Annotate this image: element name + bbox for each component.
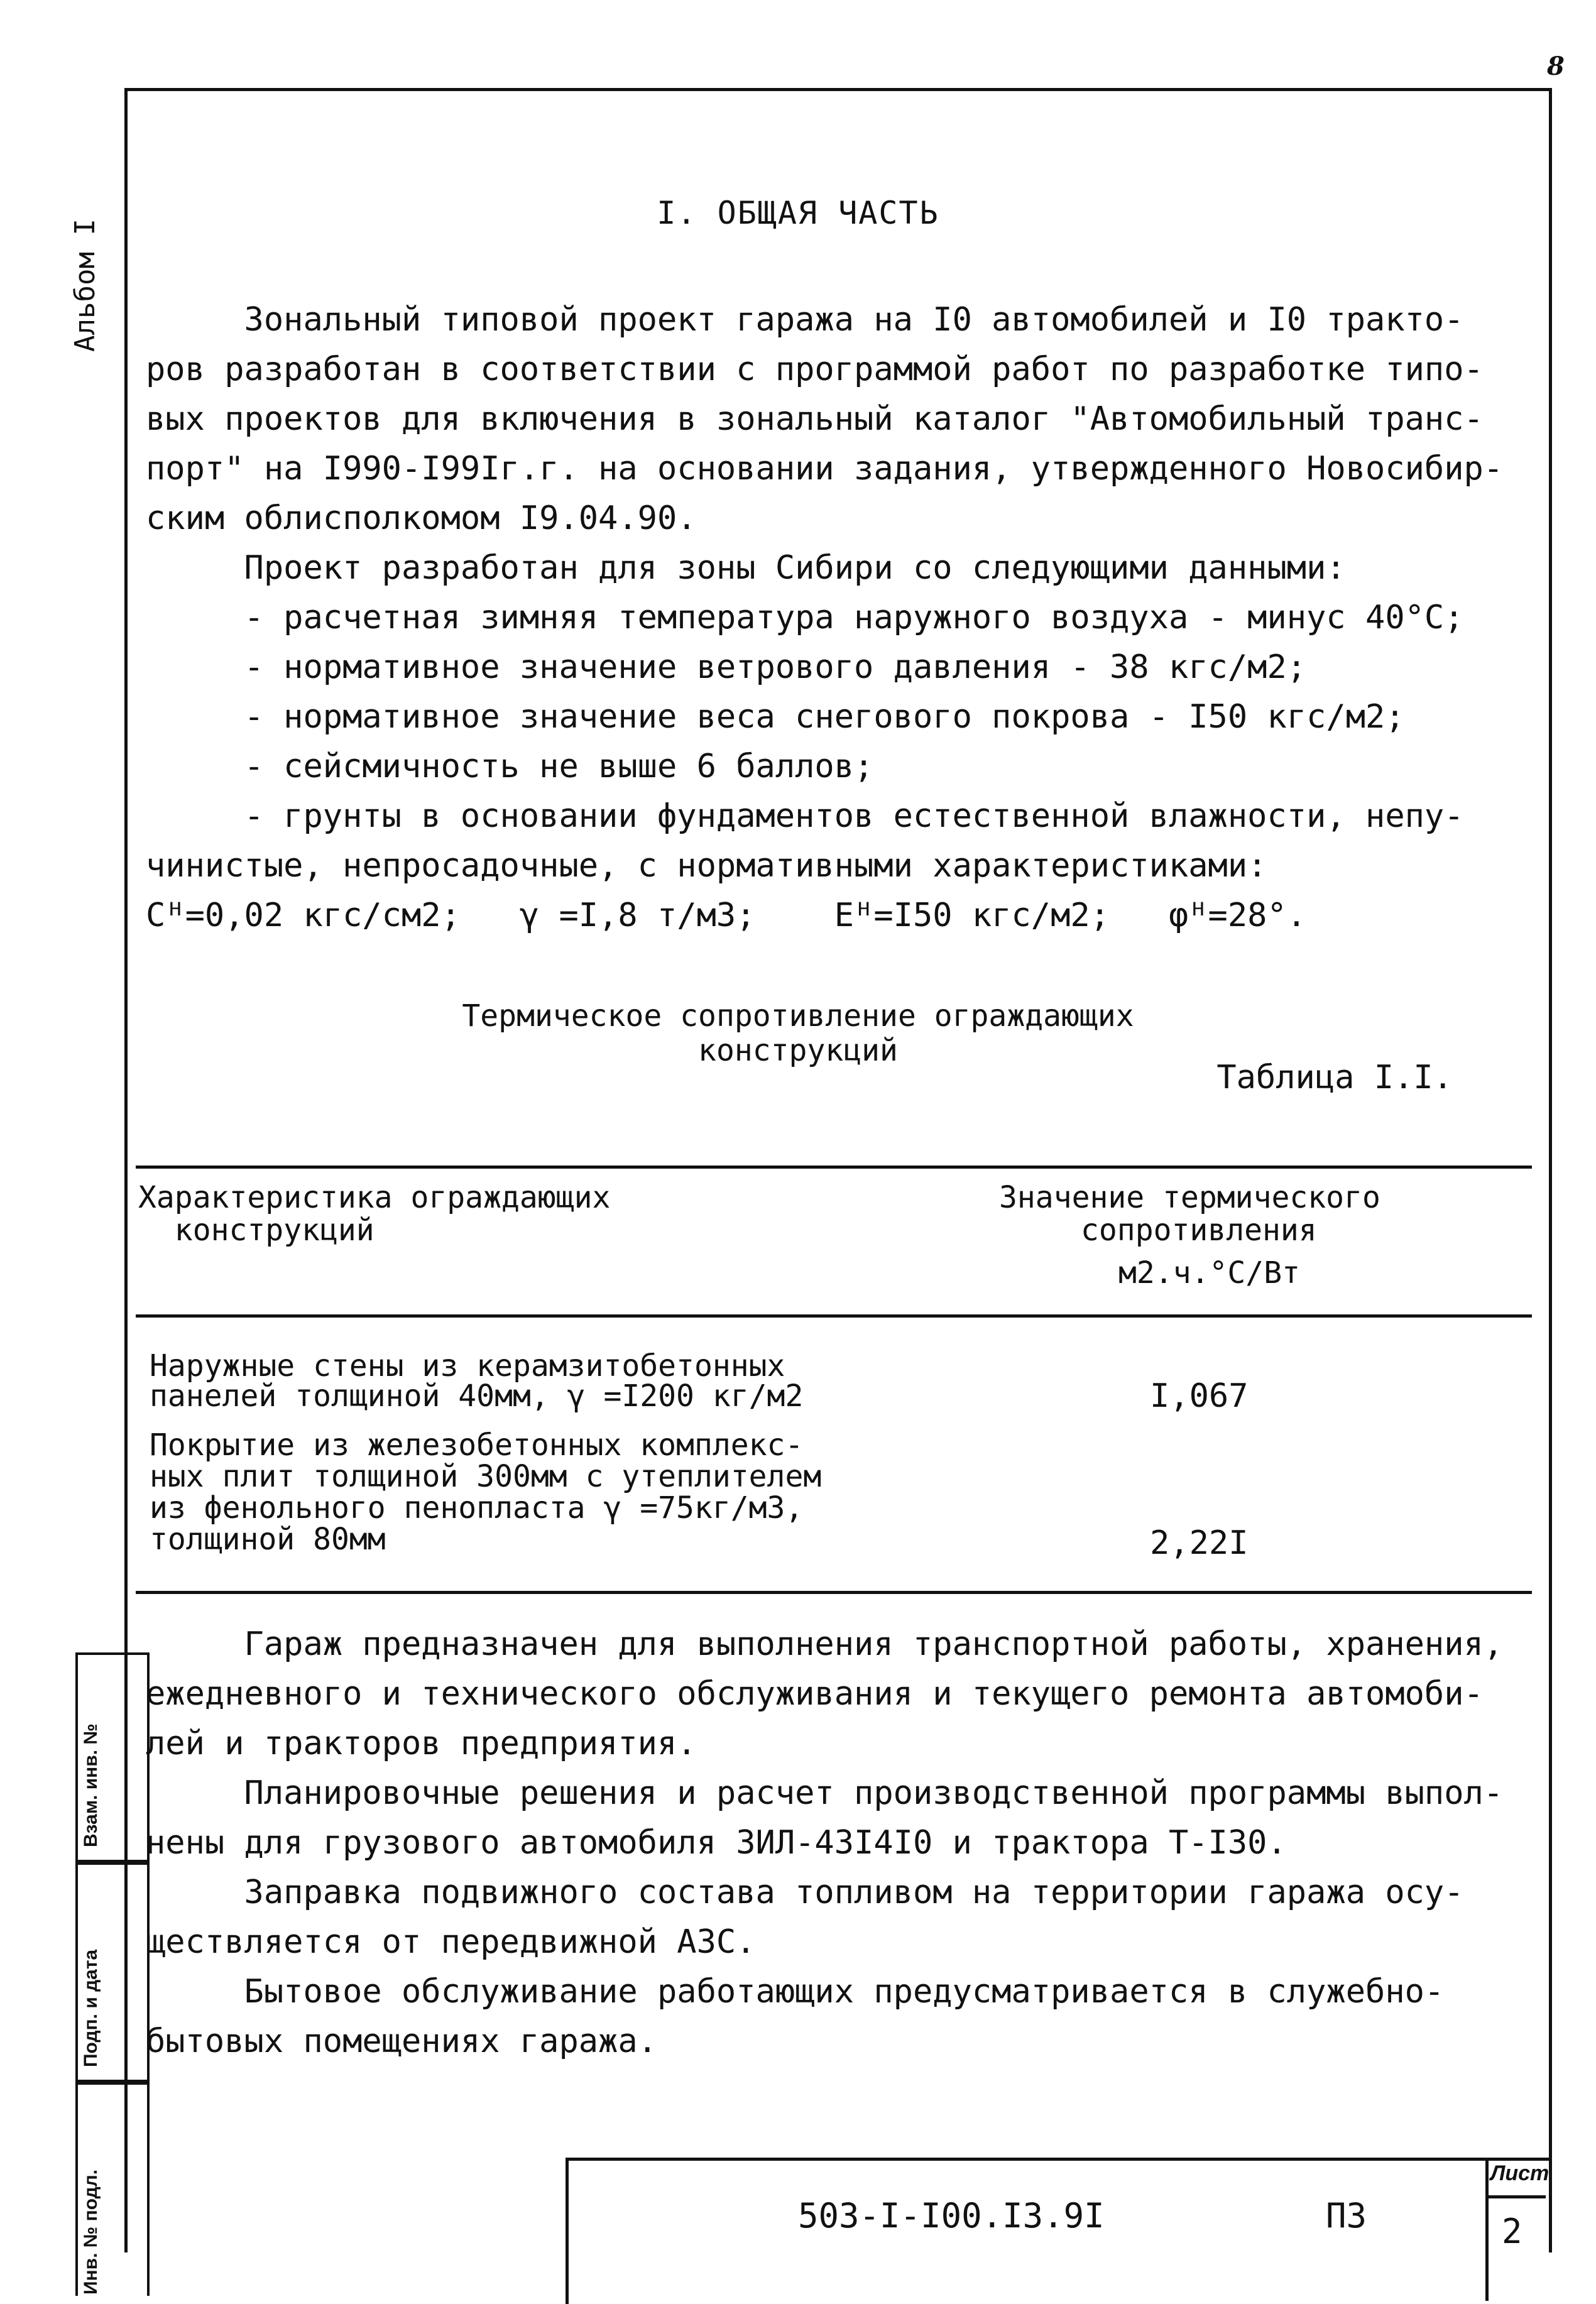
album-label: Альбом I xyxy=(69,219,101,352)
document-code: 503-I-I00.I3.9I xyxy=(798,2196,1105,2236)
text-line: - нормативное значение ветрового давления - 38 кгс/м2; xyxy=(146,648,1307,686)
text-line: ров разработан в соответствии с программой работ по разработке типо- xyxy=(146,351,1484,388)
text-line: - расчетная зимняя температура наружного воздуха - минус 40°С; xyxy=(146,599,1464,636)
table-row-2-desc-line4: толщиной 80мм xyxy=(150,1522,386,1557)
intro-text xyxy=(146,295,1522,941)
sheet-number: 2 xyxy=(1502,2212,1522,2251)
table-row-2-desc-line3: из фенольного пенопласта γ =75кг/м3, xyxy=(150,1490,804,1526)
table-header-rule xyxy=(136,1314,1532,1318)
table-row-2-desc-line1: Покрытие из железобетонных комплекс- xyxy=(150,1428,804,1463)
text-line: Заправка подвижного состава топливом на территории гаража осу- xyxy=(146,1874,1464,1911)
section-heading: I. ОБЩАЯ ЧАСТЬ xyxy=(657,195,939,231)
text-line: - нормативное значение веса снегового покрова - I50 кгс/м2; xyxy=(146,698,1405,736)
text-line: Бытовое обслуживание работающих предусматривается в служебно- xyxy=(146,1973,1445,2011)
text-line: нены для грузового автомобиля ЗИЛ-43I4I0 и трактора Т-I30. xyxy=(146,1824,1287,1862)
stamp-label-vzam: Взам. инв. № xyxy=(80,1723,101,1847)
table-row-2-desc-line2: ных плит толщиной 300мм с утеплителем xyxy=(150,1459,822,1494)
text-line: - сейсмичность не выше 6 баллов; xyxy=(146,748,874,785)
text-line: Гараж предназначен для выполнения транспортной работы, хранения, xyxy=(146,1625,1504,1663)
table-top-rule xyxy=(136,1166,1532,1169)
text-line: Зональный типовой проект гаража на I0 автомобилей и I0 тракто- xyxy=(146,301,1464,339)
table-row-1-desc-line1: Наружные стены из керамзитобетонных xyxy=(150,1348,785,1384)
stamp-label-podp: Подп. и дата xyxy=(80,1949,101,2067)
text-line: Cᴴ=0,02 кгс/см2; γ =I,8 т/м3; Eᴴ=I50 кгс/м2; φᴴ=28°. xyxy=(146,897,1307,934)
table-row-1-desc-line2: панелей толщиной 40мм, γ =I200 кг/м2 xyxy=(150,1379,804,1414)
table-header-col1-line1: Характеристика ограждающих xyxy=(138,1180,611,1215)
text-line: - грунты в основании фундаментов естественной влажности, непу- xyxy=(146,797,1464,835)
sheet-separator xyxy=(1485,2195,1546,2198)
table-header-col2-line2: сопротивления xyxy=(1081,1213,1317,1248)
text-line: вых проектов для включения в зональный каталог "Автомобильный транс- xyxy=(146,400,1484,438)
text-line: лей и тракторов предприятия. xyxy=(146,1725,697,1762)
table-number: Таблица I.I. xyxy=(1216,1059,1453,1096)
corner-page-mark: 8 xyxy=(1547,52,1565,81)
sheet-label: Лист xyxy=(1490,2161,1550,2185)
table-title-line2: конструкций xyxy=(698,1033,898,1068)
text-line: чинистые, непросадочные, с нормативными характеристиками: xyxy=(146,847,1267,885)
text-line: Проект разработан для зоны Сибири со следующими данными: xyxy=(146,549,1346,587)
table-header-col2-line3: м2.ч.°С/Вт xyxy=(1118,1255,1300,1291)
document-type: ПЗ xyxy=(1326,2196,1367,2236)
table-header-col2-line1: Значение термического xyxy=(999,1180,1380,1215)
text-line: бытовых помещениях гаража. xyxy=(146,2023,657,2060)
table-header-col1-line2: конструкций xyxy=(138,1213,374,1248)
text-line: ским облисполкомом I9.04.90. xyxy=(146,500,697,537)
text-line: Планировочные решения и расчет производственной программы выпол- xyxy=(146,1774,1504,1812)
outro-text xyxy=(146,1620,1522,2067)
text-line: порт" на I990-I99Iг.г. на основании задания, утвержденного Новосибир- xyxy=(146,450,1504,488)
table-bottom-rule xyxy=(136,1591,1532,1594)
text-line: ежедневного и технического обслуживания и текущего ремонта автомоби- xyxy=(146,1675,1484,1713)
table-title-line1: Термическое сопротивление ограждающих xyxy=(462,998,1134,1034)
text-line: ществляется от передвижной АЗС. xyxy=(146,1923,756,1961)
stamp-label-inv: Инв. № подл. xyxy=(80,2169,101,2295)
table-row-2-value: 2,22I xyxy=(1150,1524,1249,1562)
table-row-1-value: I,067 xyxy=(1150,1377,1249,1415)
